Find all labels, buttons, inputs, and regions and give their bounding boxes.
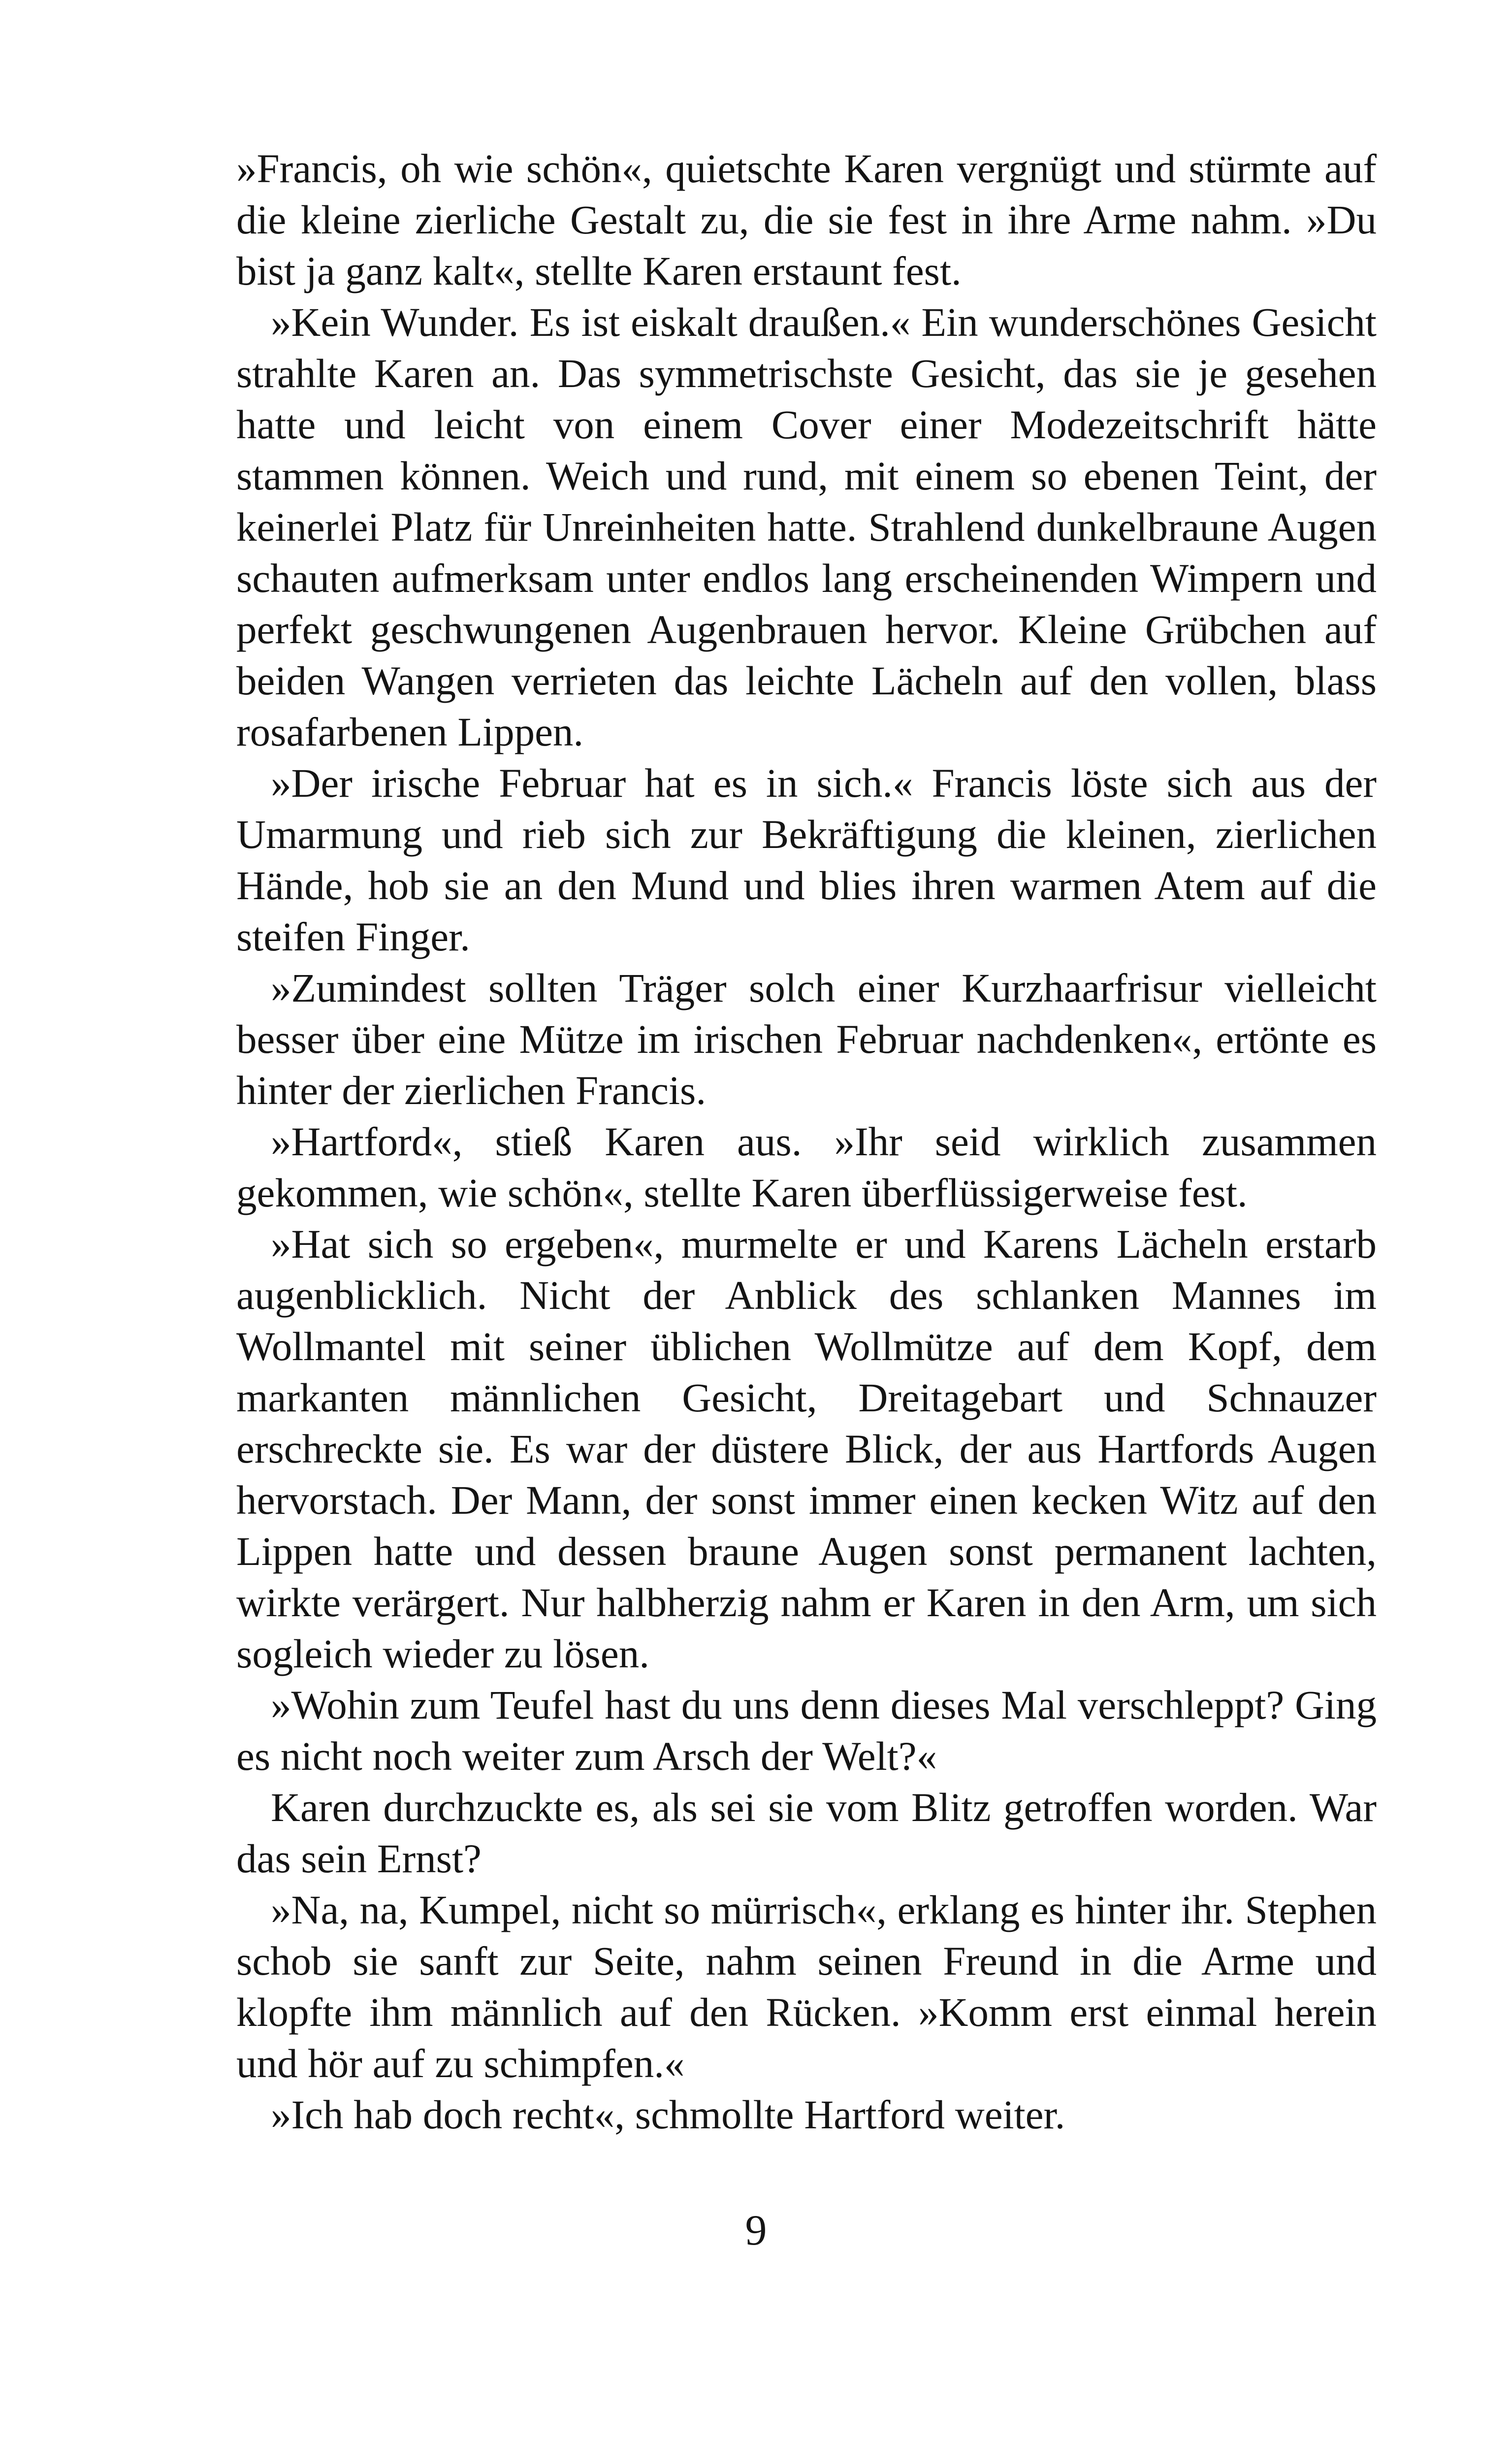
paragraph: »Kein Wunder. Es ist eiskalt draußen.« Ein wunderschönes Gesicht strahlte Karen an. Das symmetrischste Gesicht, das sie je gesehen hatte und leicht von einem Cover einer Modezeitschrift hätte stammen können. Weich und rund, mit einem so ebenen Teint, der keinerlei Platz für Unreinheiten hatte. Strahlend dunkelbraune Augen schauten aufmerksam unter endlos lang erscheinenden Wimpern und perfekt geschwungenen Augenbrauen hervor. Kleine Grübchen auf beiden Wangen verrieten das leichte Lächeln auf den vollen, blass rosafarbenen Lippen. <box>236 299 1377 754</box>
paragraph: »Zumindest sollten Träger solch einer Kurzhaarfrisur vielleicht besser über eine Mütze im irischen Februar nachdenken«, ertönte es hinter der zierlichen Francis. <box>236 965 1377 1113</box>
paragraph: »Ich hab doch recht«, schmollte Hartford weiter. <box>271 2092 1065 2137</box>
paragraph: »Der irische Februar hat es in sich.« Francis löste sich aus der Umarmung und rieb sich zur Bekräftigung die kleinen, zierlichen Hände, hob sie an den Mund und blies ihren warmen Atem auf die steifen Finger. <box>236 760 1377 959</box>
page-number: 9 <box>745 2207 767 2254</box>
paragraph: »Hartford«, stieß Karen aus. »Ihr seid wirklich zusammen gekommen, wie schön«, stellte Karen überflüssigerweise fest. <box>236 1119 1377 1215</box>
paragraph: »Hat sich so ergeben«, murmelte er und Karens Lächeln erstarb augenblicklich. Nicht der Anblick des schlanken Mannes im Wollmantel mit seiner üblichen Wollmütze auf dem Kopf, dem markanten männlichen Gesicht, Dreitagebart und Schnauzer erschreckte sie. Es war der düstere Blick, der aus Hartfords Augen hervorstach. Der Mann, der sonst immer einen kecken Witz auf den Lippen hatte und dessen braune Augen sonst permanent lachten, wirkte verärgert. Nur halbherzig nahm er Karen in den Arm, um sich sogleich wieder zu lösen. <box>236 1221 1377 1676</box>
body-text <box>236 143 1377 2140</box>
paragraph: »Francis, oh wie schön«, quietschte Karen vergnügt und stürmte auf die kleine zierliche Gestalt zu, die sie fest in ihre Arme nahm. »Du bist ja ganz kalt«, stellte Karen erstaunt fest. <box>236 146 1377 293</box>
paragraph: »Wohin zum Teufel hast du uns denn dieses Mal verschleppt? Ging es nicht noch weiter zum Arsch der Welt?« <box>236 1682 1377 1779</box>
paragraph: Karen durchzuckte es, als sei sie vom Blitz getroffen worden. War das sein Ernst? <box>236 1785 1377 1881</box>
paragraph: »Na, na, Kumpel, nicht so mürrisch«, erklang es hinter ihr. Stephen schob sie sanft zur Seite, nahm seinen Freund in die Arme und klopfte ihm männlich auf den Rücken. »Komm erst einmal herein und hör auf zu schimpfen.« <box>236 1887 1377 2086</box>
